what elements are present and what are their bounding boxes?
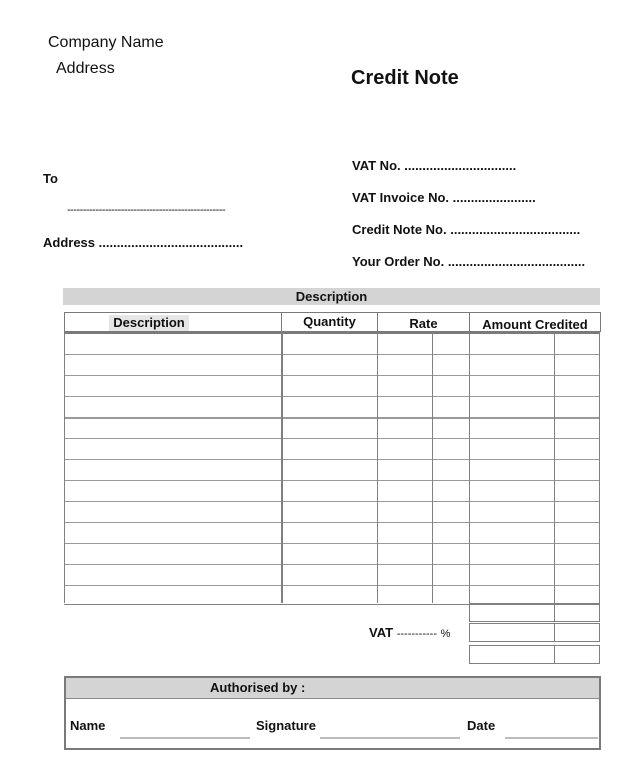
signature-label: Signature [256, 718, 316, 733]
vat-amount-box[interactable] [469, 623, 600, 642]
column-header-description-label: Description [109, 315, 189, 331]
table-row[interactable] [64, 376, 600, 397]
table-row[interactable] [64, 397, 600, 419]
date-label: Date [467, 718, 496, 733]
to-field-line[interactable]: -------------------------------------------------- [67, 204, 226, 216]
table-border-left [64, 312, 65, 603]
table-row[interactable] [64, 418, 600, 439]
authorised-by-band [66, 678, 599, 699]
table-border-right [599, 312, 600, 603]
name-field-line[interactable] [120, 737, 250, 739]
column-divider [432, 332, 433, 603]
table-row[interactable] [64, 439, 600, 460]
name-label: Name [70, 718, 106, 733]
table-row[interactable] [64, 544, 600, 565]
column-divider [377, 312, 378, 603]
page-title: Credit Note [351, 67, 459, 89]
date-field-line[interactable] [505, 737, 598, 739]
vat-rate-dashes[interactable]: ----------- [396, 628, 437, 640]
your-order-no-field[interactable]: Your Order No. ...................................... [352, 254, 586, 269]
vat-invoice-no-field[interactable]: VAT Invoice No. ....................... [352, 190, 536, 205]
column-header-rate: Rate [377, 312, 470, 332]
recipient-address-field[interactable]: Address ........................................ [43, 235, 244, 250]
table-row[interactable] [64, 584, 600, 605]
to-label: To [43, 171, 58, 186]
description-band: Description [63, 288, 600, 305]
subtotal-box[interactable] [469, 603, 600, 622]
vat-percent-label [369, 625, 450, 640]
total-box[interactable] [469, 645, 600, 664]
company-name: Company Name [48, 34, 164, 51]
column-divider [469, 312, 470, 603]
percent-sign: % [440, 628, 451, 640]
table-row[interactable] [64, 565, 600, 586]
column-header-quantity: Quantity [281, 312, 378, 332]
company-address: Address [56, 60, 115, 77]
authorised-by-title: Authorised by : [210, 680, 306, 695]
table-row[interactable] [64, 334, 600, 355]
vat-label: VAT [369, 625, 394, 640]
table-row[interactable] [64, 502, 600, 523]
table-row[interactable] [64, 355, 600, 376]
table-row[interactable] [64, 523, 600, 544]
column-divider [554, 332, 555, 603]
table-row[interactable] [64, 460, 600, 481]
line-items-table [64, 312, 600, 603]
vat-no-field[interactable]: VAT No. ............................... [352, 158, 517, 173]
credit-note-no-field[interactable]: Credit Note No. .................................... [352, 222, 581, 237]
signature-field-line[interactable] [320, 737, 460, 739]
column-divider [281, 312, 283, 603]
table-row[interactable] [64, 481, 600, 502]
column-header-amount-credited: Amount Credited [469, 312, 601, 332]
